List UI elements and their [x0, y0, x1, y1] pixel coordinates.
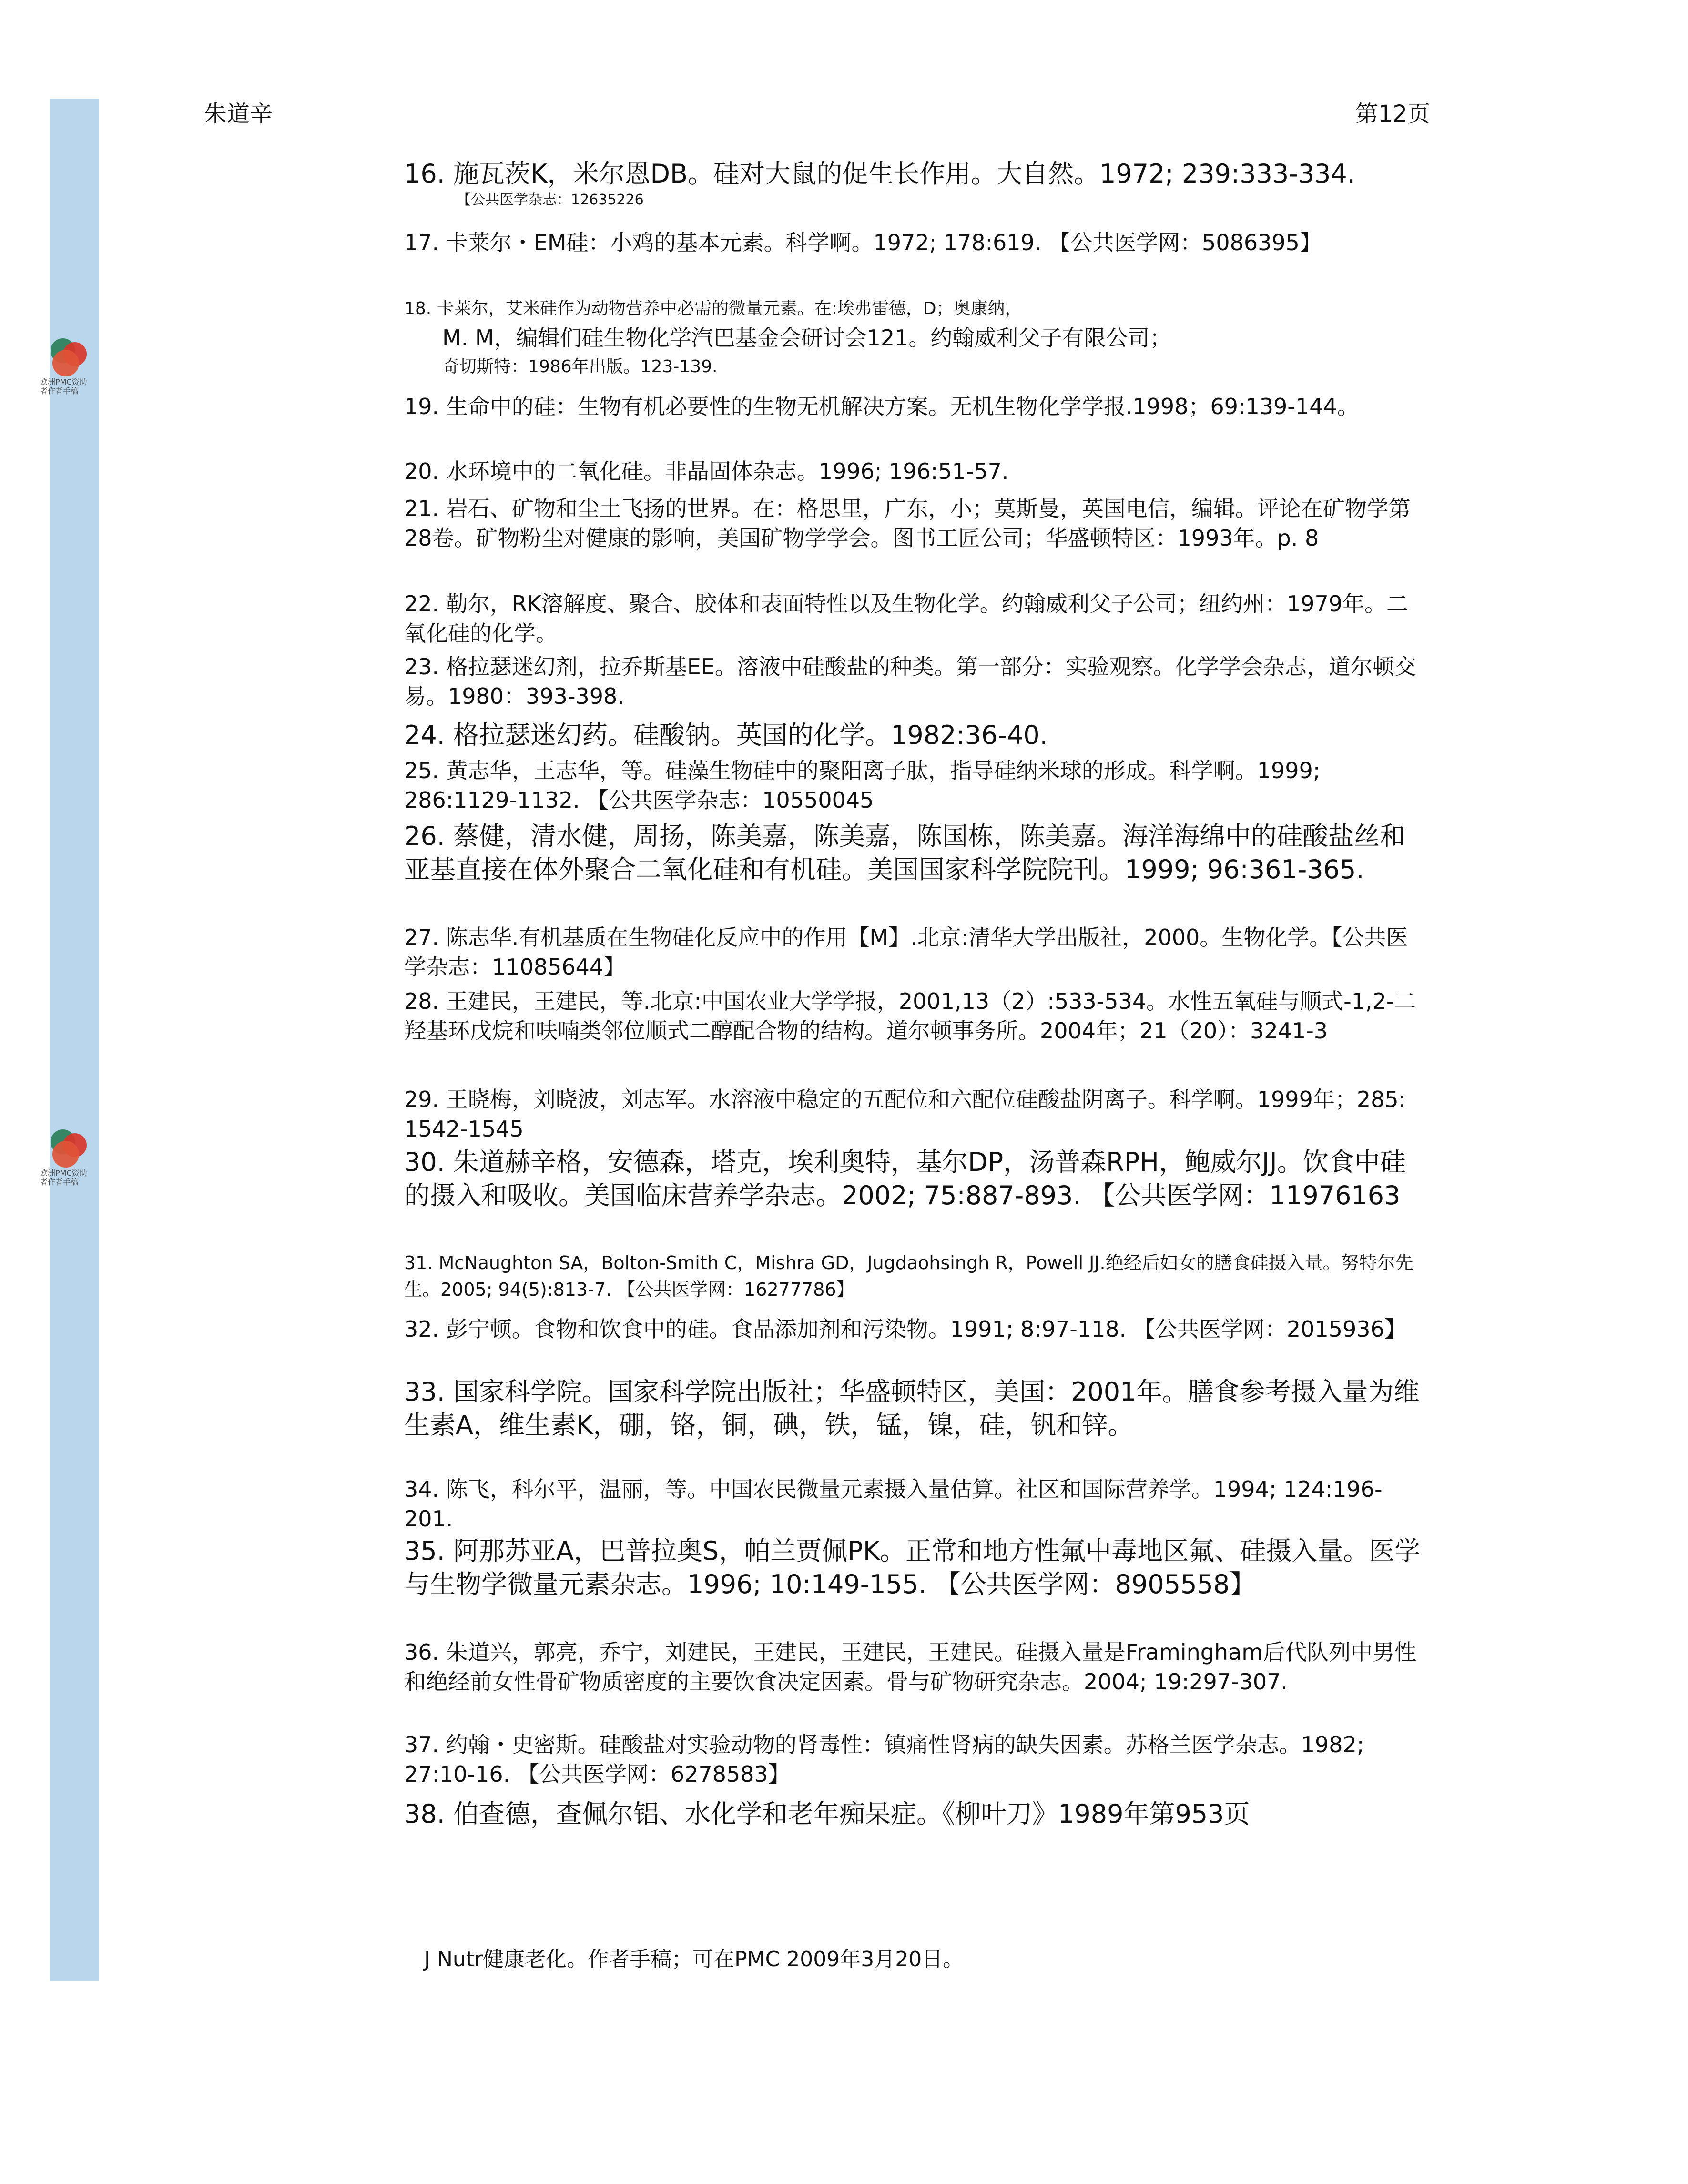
- reference-line: 奇切斯特：1986年出版。123-139.: [442, 357, 718, 376]
- reference-item: 20. 水环境中的二氧化硅。非晶固体杂志。1996; 196:51-57.: [404, 458, 1009, 484]
- reference-item: 26. 蔡健，清水健，周扬，陈美嘉，陈美嘉，陈国栋，陈美嘉。海洋海绵中的硅酸盐丝和亚基直接在体外聚合二氧化硅和有机硅。美国国家科学院院刊。1999; 96:361-365.: [404, 821, 1406, 884]
- reference-line: M. M，编辑们硅生物化学汽巴基金会研讨会121。约翰威利父子有限公司；: [442, 325, 1172, 351]
- reference-item: 35. 阿那苏亚A，巴普拉奥S，帕兰贾佩PK。正常和地方性氟中毒地区氟、硅摄入量。医学与生物学微量元素杂志。1996; 10:149-155. 【公共医学网：8905558】: [404, 1536, 1421, 1599]
- page-number: 第12页: [1355, 101, 1431, 127]
- reference-item: [404, 295, 1429, 380]
- reference-item: 32. 彭宁顿。食物和饮食中的硅。食品添加剂和污染物。1991; 8:97-118. 【公共医学网：2015936】: [404, 1316, 1406, 1342]
- pmc-logo-caption: 欧洲PMC资助者作者手稿: [40, 377, 87, 396]
- reference-item: 38. 伯查德，查佩尔铝、水化学和老年痴呆症。《柳叶刀》1989年第953页: [404, 1799, 1250, 1829]
- reference-item: 28. 王建民，王建民，等.北京:中国农业大学学报，2001,13（2）:533-534。水性五氧硅与顺式-1,2-二羟基环戊烷和呋喃类邻位顺式二醇配合物的结构。道尔顿事务所。2004年；21（20）：3241-3: [404, 988, 1416, 1044]
- reference-item: 21. 岩石、矿物和尘土飞扬的世界。在：格思里，广东，小；莫斯曼，英国电信，编辑。评论在矿物学第28卷。矿物粉尘对健康的影响，美国矿物学学会。图书工匠公司；华盛顿特区：1993年。p. 8: [404, 496, 1411, 551]
- reference-item: 19. 生命中的硅：生物有机必要性的生物无机解决方案。无机生物化学学报.1998；69:139-144。: [404, 394, 1359, 419]
- reference-item: 31. McNaughton SA，Bolton-Smith C，Mishra GD，Jugdaohsingh R，Powell JJ.绝经后妇女的膳食硅摄入量。努特尔先生。2005; 94(5):813-7. 【公共医学网：16277786】: [404, 1252, 1413, 1300]
- reference-item: 24. 格拉瑟迷幻药。硅酸钠。英国的化学。1982:36-40.: [404, 720, 1048, 750]
- reference-item: 36. 朱道兴，郭亮，乔宁，刘建民，王建民，王建民，王建民。硅摄入量是Framingham后代队列中男性和绝经前女性骨矿物质密度的主要饮食决定因素。骨与矿物研究杂志。2004; 19:297-307.: [404, 1639, 1417, 1695]
- reference-item: 25. 黄志华，王志华，等。硅藻生物硅中的聚阳离子肽，指导硅纳米球的形成。科学啊。1999; 286:1129-1132. 【公共医学杂志：10550045: [404, 758, 1321, 813]
- reference-item: 29. 王晓梅，刘晓波，刘志军。水溶液中稳定的五配位和六配位硅酸盐阴离子。科学啊。1999年；285: 1542-1545: [404, 1087, 1406, 1142]
- reference-item: [404, 157, 1429, 210]
- reference-item: 30. 朱道赫辛格，安德森，塔克，埃利奥特，基尔DP，汤普森RPH，鲍威尔JJ。饮食中硅的摄入和吸收。美国临床营养学杂志。2002; 75:887-893. 【公共医学网：11976163: [404, 1147, 1406, 1210]
- pmc-logo-caption: 欧洲PMC资助者作者手稿: [40, 1168, 87, 1187]
- pmc-logo-icon: [40, 334, 88, 376]
- reference-line: 18. 卡莱尔，艾米硅作为动物营养中必需的微量元素。在:埃弗雷德，D；奥康纳，: [404, 299, 1022, 318]
- pmc-funder-logo: [40, 334, 97, 396]
- reference-item: 34. 陈飞，科尔平，温丽，等。中国农民微量元素摄入量估算。社区和国际营养学。1994; 124:196-201.: [404, 1476, 1383, 1532]
- pmc-logo-icon: [40, 1125, 88, 1168]
- reference-item: 27. 陈志华.有机基质在生物硅化反应中的作用【M】.北京:清华大学出版社，2000。生物化学。【公共医学杂志：11085644】: [404, 924, 1408, 980]
- pmc-funder-logo: [40, 1125, 97, 1187]
- running-header-author: 朱道辛: [204, 101, 273, 127]
- reference-text: 16. 施瓦茨K，米尔恩DB。硅对大鼠的促生长作用。大自然。1972; 239:333-334.: [404, 159, 1355, 189]
- reference-item: 33. 国家科学院。国家科学院出版社；华盛顿特区，美国：2001年。膳食参考摄入量为维生素A，维生素K，硼，铬，铜，碘，铁，锰，镍，硅，钒和锌。: [404, 1377, 1420, 1440]
- reference-item: 22. 勒尔，RK溶解度、聚合、胶体和表面特性以及生物化学。约翰威利父子公司；纽约州：1979年。二氧化硅的化学。: [404, 591, 1408, 646]
- reference-item: 23. 格拉瑟迷幻剂，拉乔斯基EE。溶液中硅酸盐的种类。第一部分：实验观察。化学学会杂志，道尔顿交易。1980：393-398.: [404, 654, 1416, 709]
- reference-pubmed: 【公共医学杂志：12635226: [457, 192, 644, 208]
- journal-footer: J Nutr健康老化。作者手稿；可在PMC 2009年3月20日。: [424, 1947, 964, 1971]
- reference-item: 37. 约翰・史密斯。硅酸盐对实验动物的肾毒性：镇痛性肾病的缺失因素。苏格兰医学杂志。1982; 27:10-16. 【公共医学网：6278583】: [404, 1732, 1364, 1787]
- reference-item: 17. 卡莱尔・EM硅：小鸡的基本元素。科学啊。1972; 178:619. 【公共医学网：5086395】: [404, 230, 1322, 255]
